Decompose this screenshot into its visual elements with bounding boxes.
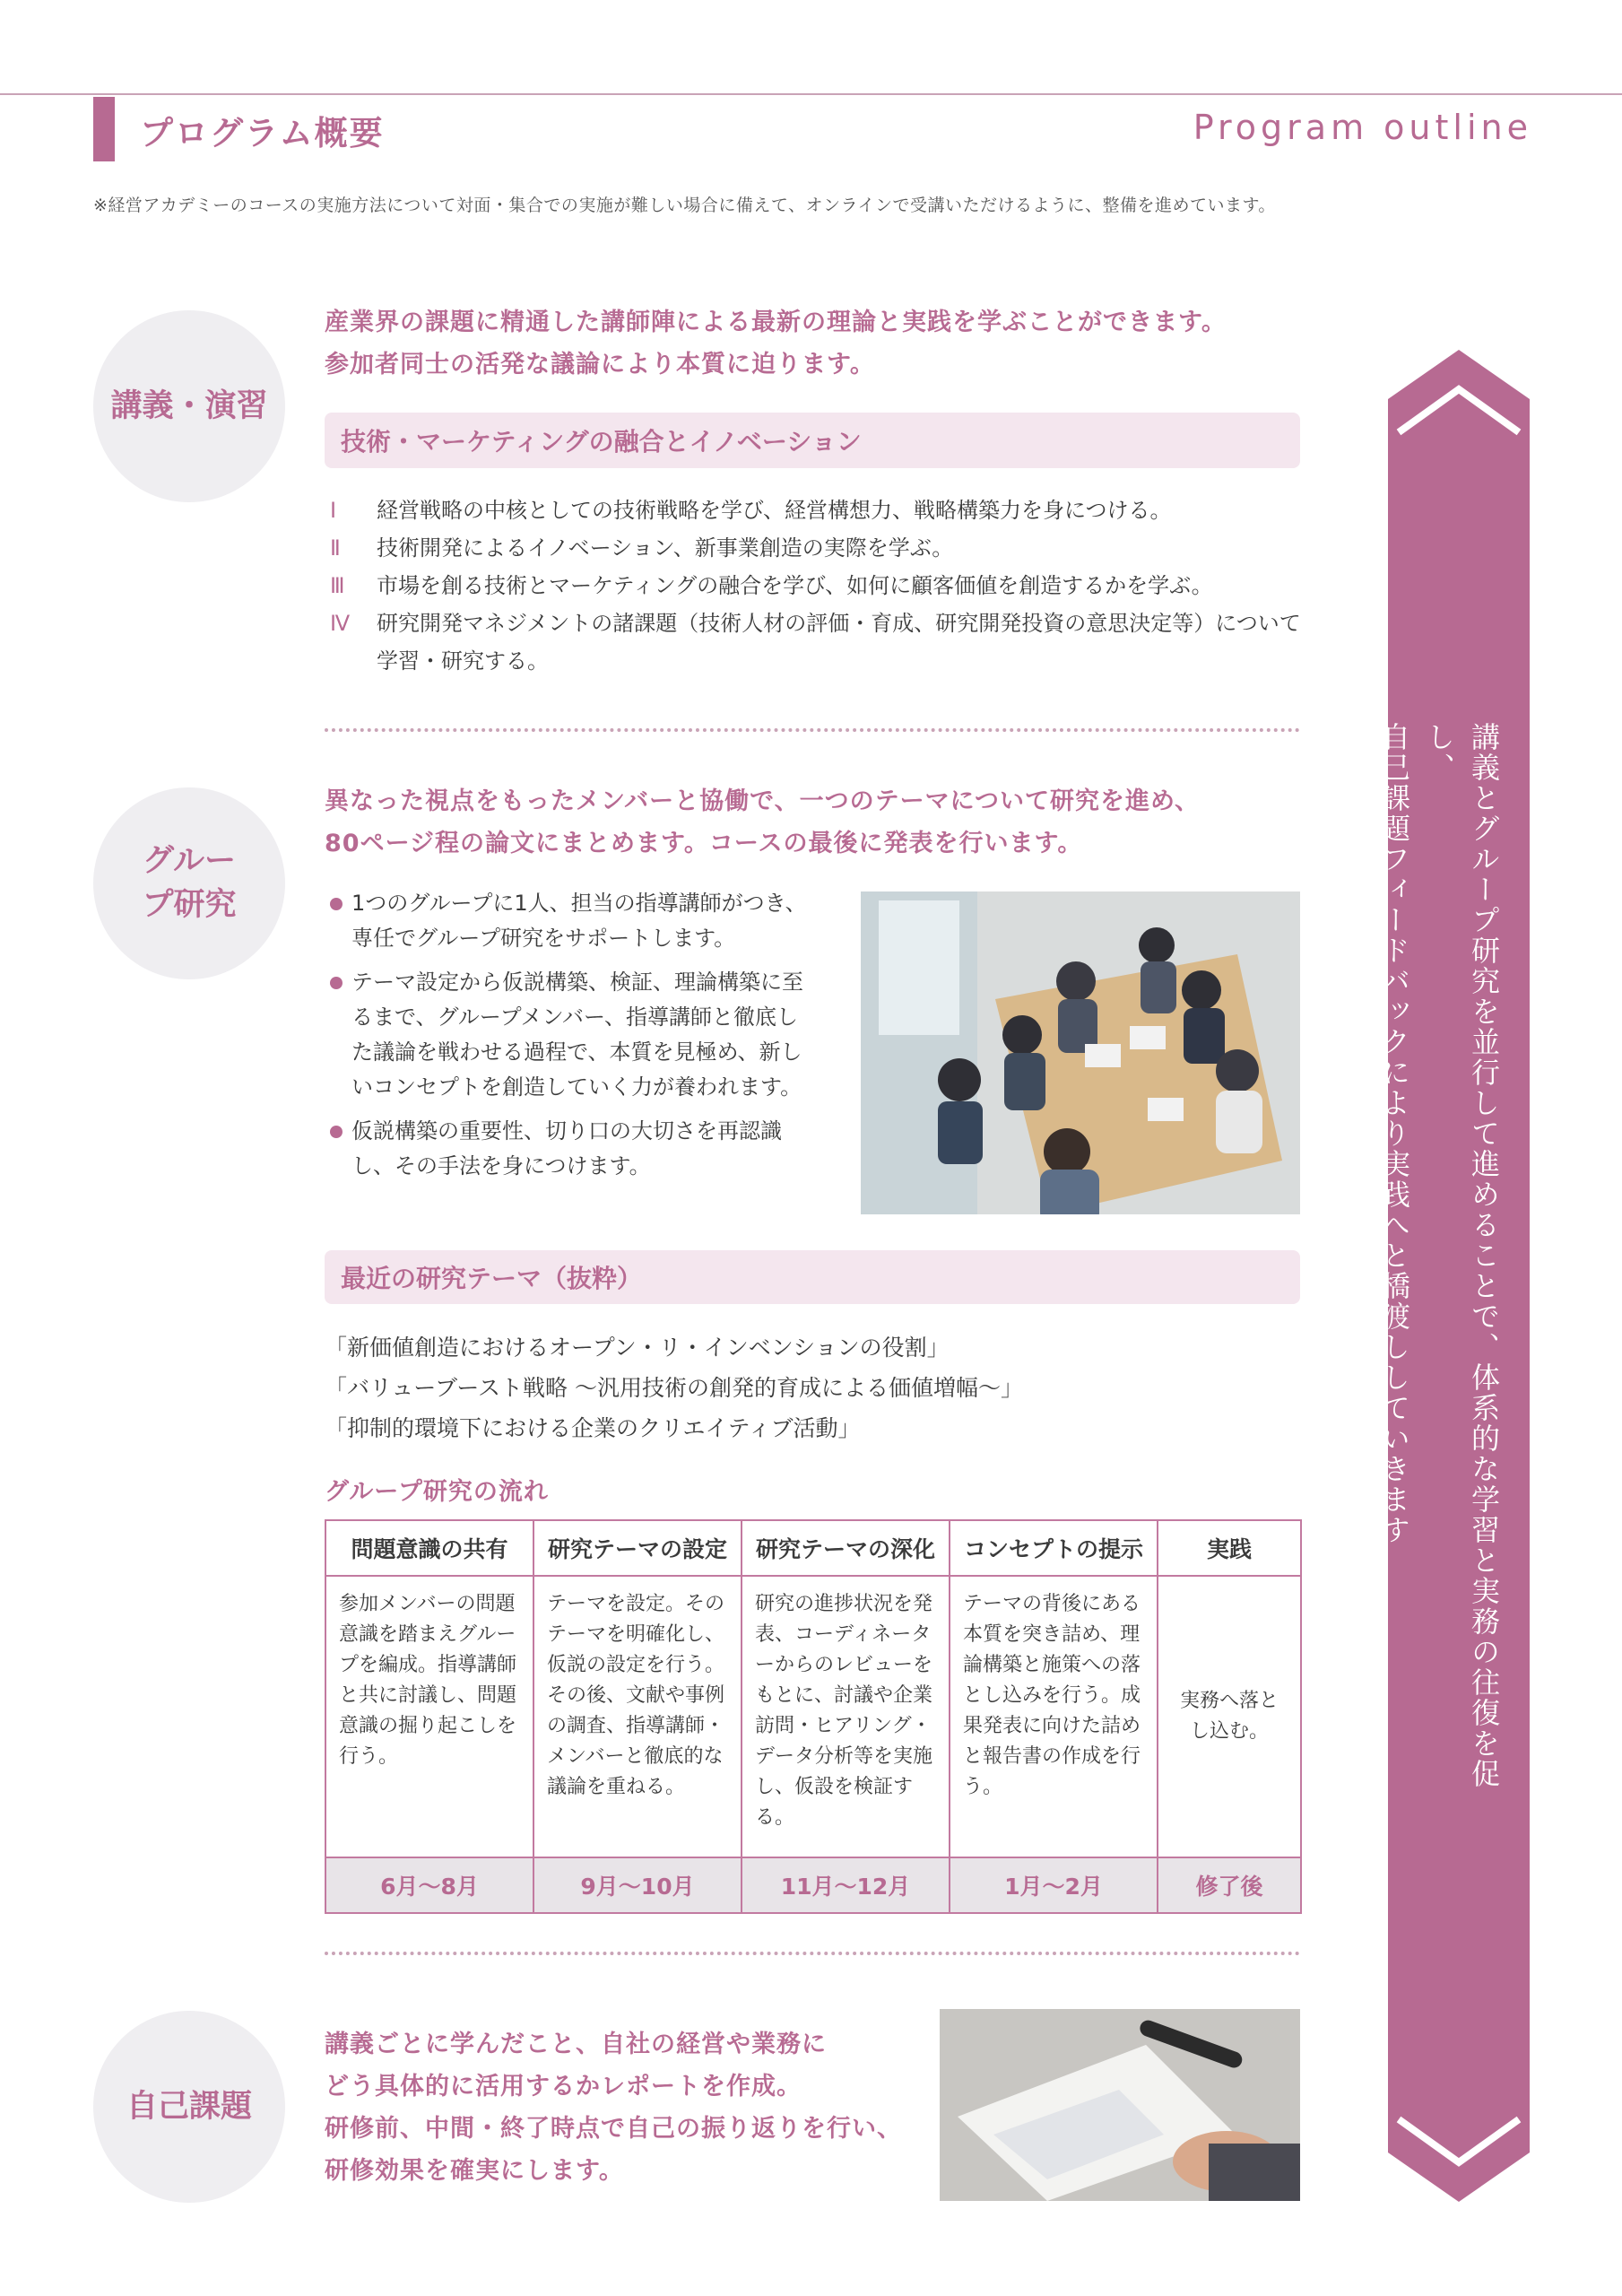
section-divider: [325, 728, 1300, 732]
list-text: 経営戦略の中核としての技術戦略を学び、経営構想力、戦略構築力を身につける。: [377, 498, 1172, 523]
lecture-band: [325, 413, 1300, 468]
flow-header: 研究テーマの深化: [742, 1520, 950, 1576]
lecture-lead-line: 参加者同士の活発な議論により本質に迫ります。: [325, 351, 875, 378]
bullet-item: [325, 965, 809, 1105]
self-line: 研修効果を確実にします。: [325, 2157, 624, 2185]
flow-title: グループ研究の流れ: [325, 1478, 549, 1506]
bullet-text: 仮説構築の重要性、切り口の大切さを再認識し、その手法を身につけます。: [351, 1118, 782, 1178]
list-num: Ⅱ: [330, 535, 341, 561]
flow-period-row: [325, 1857, 1301, 1913]
bullet-item: [325, 1114, 809, 1184]
list-text: 研究開発マネジメントの諸課題（技術人材の評価・育成、研究開発投資の意思決定等）について学習・研究する。: [377, 611, 1301, 674]
lecture-circle: [93, 310, 285, 502]
list-item: [325, 604, 1302, 680]
flow-desc-row: [325, 1576, 1301, 1857]
flow-period: 6月〜8月: [325, 1857, 533, 1913]
self-circle-label: 自己課題: [126, 2088, 252, 2125]
flow-table: [325, 1519, 1302, 1914]
list-num: Ⅲ: [330, 573, 345, 598]
theme-item: 「抑制的環境下における企業のクリエイティブ活動」: [325, 1415, 861, 1441]
group-lead-line: 80ページ程の論文にまとめます。コースの最後に発表を行います。: [325, 830, 1083, 857]
side-banner-line: 自己課題フィードバックにより実践へと橋渡ししていきます: [1377, 722, 1411, 1545]
lecture-band-title: 技術・マーケティングの融合とイノベーション: [341, 427, 862, 457]
section-divider: [325, 1952, 1300, 1955]
lecture-lead: [325, 301, 1311, 386]
flow-desc: テーマの背後にある本質を突き詰め、理論構築と施策への落とし込みを行う。成果発表に向けた詰めと報告書の作成を行う。: [950, 1576, 1158, 1857]
themes-band: [325, 1250, 1300, 1304]
themes-band-title: 最近の研究テーマ（抜粋）: [341, 1264, 643, 1293]
flow-desc-text: 実務へ落とし込む。: [1180, 1690, 1279, 1743]
side-banner-line: 講義とグループ研究を並行して進めることで、体系的な学習と実務の往復を促し、: [1422, 722, 1501, 1789]
group-lead-line: 異なった視点をもったメンバーと協働で、一つのテーマについて研究を進め、: [325, 787, 1200, 815]
flow-header: コンセプトの提示: [950, 1520, 1158, 1576]
flow-desc: テーマを設定。そのテーマを明確化し、仮説の設定を行う。その後、文献や事例の調査、指導講師・メンバーと徹底的な議論を重ねる。: [533, 1576, 742, 1857]
list-item: [325, 529, 1302, 567]
flow-header-row: [325, 1520, 1301, 1576]
meeting-photo: [861, 891, 1300, 1214]
self-text: [325, 2023, 952, 2192]
flow-period: 9月〜10月: [533, 1857, 742, 1913]
group-lead: [325, 780, 1311, 865]
group-circle-label: グループ研究: [142, 843, 237, 923]
group-circle: [93, 787, 285, 979]
lecture-circle-label: 講義・演習: [110, 387, 268, 424]
flow-header: 問題意識の共有: [325, 1520, 533, 1576]
list-item: [325, 491, 1302, 529]
bullet-text: テーマ設定から仮説構築、検証、理論構築に至るまで、グループメンバー、指導講師と徹底した議論を戦わせる過程で、本質を見極め、新しいコンセプトを創造していく力が養われます。: [351, 970, 803, 1100]
theme-item: 「新価値創造におけるオープン・リ・インベンションの役割」: [325, 1335, 950, 1361]
bullet-text: 1つのグループに1人、担当の指導講師がつき、専任でグループ研究をサポートします。: [351, 891, 807, 951]
page-title-jp: プログラム概要: [140, 114, 385, 152]
flow-desc: 研究の進捗状況を発表、コーディネーターからのレビューをもとに、討議や企業訪問・ヒアリング・データ分析等を実施し、仮設を検証する。: [742, 1576, 950, 1857]
online-note: ※経営アカデミーのコースの実施方法について対面・集合での実施が難しい場合に備えて、オンラインで受講いただけるように、整備を進めています。: [93, 196, 1276, 215]
list-num: Ⅰ: [330, 498, 337, 523]
page-title-en: Program outline: [1193, 108, 1532, 147]
flow-period: 1月〜2月: [950, 1857, 1158, 1913]
list-item: [325, 567, 1302, 604]
bullet-dot-icon: [330, 977, 343, 989]
flow-header: 実践: [1158, 1520, 1301, 1576]
header-rule: [0, 93, 1622, 95]
theme-item: 「バリューブースト戦略 〜汎用技術の創発的育成による価値増幅〜」: [325, 1375, 1023, 1401]
bullet-item: [325, 886, 809, 956]
flow-period: 11月〜12月: [742, 1857, 950, 1913]
group-bullets: [325, 886, 809, 1193]
self-line: 講義ごとに学んだこと、自社の経営や業務に: [325, 2031, 827, 2058]
bullet-dot-icon: [330, 898, 343, 910]
flow-header: 研究テーマの設定: [533, 1520, 742, 1576]
flow-desc: 参加メンバーの問題意識を踏まえグループを編成。指導講師と共に討議し、問題意識の掘り起こしを行う。: [325, 1576, 533, 1857]
self-line: 研修前、中間・終了時点で自己の振り返りを行い、: [325, 2115, 902, 2143]
flow-desc: [1158, 1576, 1301, 1857]
list-text: 市場を創る技術とマーケティングの融合を学び、如何に顧客価値を創造するかを学ぶ。: [377, 573, 1213, 598]
flow-period: 修了後: [1158, 1857, 1301, 1913]
desk-photo: [940, 2009, 1300, 2201]
self-line: どう具体的に活用するかレポートを作成。: [325, 2073, 802, 2100]
header-accent-bar: [93, 97, 115, 161]
lecture-list: [325, 491, 1302, 680]
bullet-dot-icon: [330, 1126, 343, 1138]
self-circle: [93, 2011, 285, 2203]
themes-list: [325, 1327, 1302, 1448]
list-text: 技術開発によるイノベーション、新事業創造の実際を学ぶ。: [377, 535, 954, 561]
lecture-lead-line: 産業界の課題に精通した講師陣による最新の理論と実践を学ぶことができます。: [325, 309, 1227, 336]
side-banner-text: [1377, 722, 1506, 1798]
list-num: Ⅳ: [330, 611, 351, 636]
flow-table-wrap: [325, 1519, 1302, 1914]
